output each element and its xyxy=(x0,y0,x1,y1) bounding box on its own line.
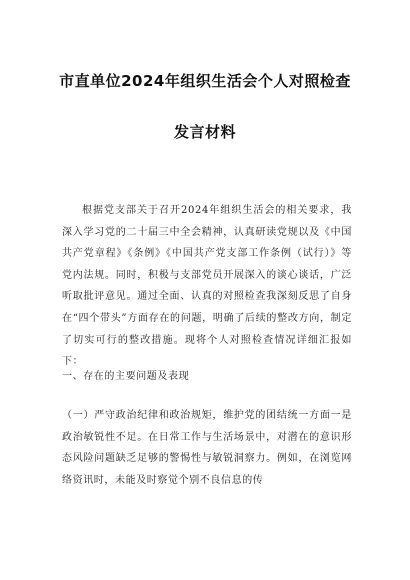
section-heading: 一、存在的主要问题及表现 xyxy=(62,371,190,382)
body-paragraph: （一）严守政治纪律和政治规矩，维护党的团结统一方面一是政治敏锐性不足。在日常工作与生活场景中，对潜在的意识形态风险问题缺乏足够的警惕性与敏锐洞察力。例如，在浏览网络资讯时，未能及时察觉个别不良信息的传 xyxy=(62,410,352,486)
document-subtitle: 发言材料 xyxy=(173,123,236,141)
intro-paragraph: 根据党支部关于召开2024年组织生活会的相关要求，我深入学习党的二十届三中全会精神，认真研读党规以及《中国共产党章程》《条例》《中国共产党支部工作条例（试行）》等党内法规。同时，积极与支部党员开展深入的谈心谈话，广泛听取批评意见。通过全面、认真的对照检查我深刻反思了自身在“四个带头”方面存在的问题，明确了后续的整改方向，制定了切实可行的整改措施。现将个人对照检查情况详细汇报如下： xyxy=(62,205,352,368)
document-title: 市直单位2024年组织生活会个人对照检查 xyxy=(59,72,351,90)
